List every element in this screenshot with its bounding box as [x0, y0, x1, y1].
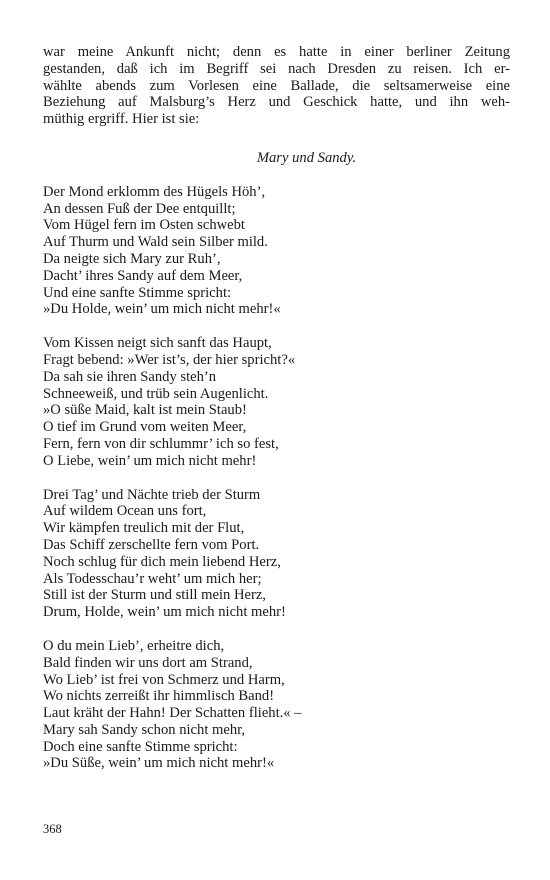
prose-line: gestanden, daß ich im Begriff sei nach Dresden zu reisen. Ich er- [43, 60, 510, 77]
verse-line: Mary sah Sandy schon nicht mehr, [43, 721, 246, 738]
verse-line: Fragt bebend: »Wer ist’s, der hier spricht?« [43, 351, 296, 368]
stanza-4 [43, 638, 510, 772]
verse-line: Bald finden wir uns dort am Strand, [43, 654, 253, 671]
verse-line: Dacht’ ihres Sandy auf dem Meer, [43, 267, 243, 284]
verse-line: O Liebe, wein’ um mich nicht mehr! [43, 452, 257, 469]
book-page [43, 44, 510, 772]
verse-line: Drei Tag’ und Nächte trieb der Sturm [43, 486, 261, 503]
verse-line: O tief im Grund vom weiten Meer, [43, 419, 247, 436]
verse-line: Da neigte sich Mary zur Ruh’, [43, 250, 221, 267]
verse-line: Wo Lieb’ ist frei von Schmerz und Harm, [43, 671, 285, 688]
verse-line: Fern, fern von dir schlummr’ ich so fest, [43, 435, 279, 452]
prose-line: wählte abends zum Vorlesen eine Ballade, die seltsamerweise eine [43, 77, 510, 94]
verse-line: Als Todesschau’r weht’ um mich her; [43, 570, 262, 587]
poem-title: Mary und Sandy. [256, 149, 357, 166]
verse-line: An dessen Fuß der Dee entquillt; [43, 200, 236, 217]
prose-line: müthig ergriff. Hier ist sie: [43, 111, 200, 128]
verse-line: Da sah sie ihren Sandy steh’n [43, 368, 217, 385]
verse-line: Wir kämpfen treulich mit der Flut, [43, 520, 245, 537]
verse-line: Auf wildem Ocean uns fort, [43, 503, 207, 520]
verse-line: »Du Süße, wein’ um mich nicht mehr!« [43, 755, 275, 772]
verse-line: Und eine sanfte Stimme spricht: [43, 284, 232, 301]
verse-line: Das Schiff zerschellte fern vom Port. [43, 536, 260, 553]
prose-line: war meine Ankunft nicht; denn es hatte in einer berliner Zeitung [43, 44, 510, 60]
verse-line: Doch eine sanfte Stimme spricht: [43, 738, 238, 755]
verse-line: Still ist der Sturm und still mein Herz, [43, 587, 266, 604]
stanza-3 [43, 487, 510, 621]
verse-line: Auf Thurm und Wald sein Silber mild. [43, 234, 268, 251]
prose-line: Beziehung auf Malsburg’s Herz und Geschick hatte, und ihn weh- [43, 94, 510, 111]
verse-line: »Du Holde, wein’ um mich nicht mehr!« [43, 301, 281, 318]
stanza-1 [43, 184, 510, 318]
verse-line: Noch schlug für dich mein liebend Herz, [43, 553, 281, 570]
verse-line: Der Mond erklomm des Hügels Höh’, [43, 183, 266, 200]
verse-line: Wo nichts zerreißt ihr himmlisch Band! [43, 688, 275, 705]
verse-line: Vom Kissen neigt sich sanft das Haupt, [43, 335, 272, 352]
prose-paragraph [43, 44, 510, 128]
page-number: 368 [43, 822, 62, 836]
verse-line: O du mein Lieb’, erheitre dich, [43, 637, 225, 654]
verse-line: Vom Hügel fern im Osten schwebt [43, 217, 245, 234]
stanza-2 [43, 335, 510, 469]
verse-line: Drum, Holde, wein’ um mich nicht mehr! [43, 604, 286, 621]
verse-line: Laut kräht der Hahn! Der Schatten flieht.« – [43, 705, 302, 722]
verse-line: Schneeweiß, und trüb sein Augenlicht. [43, 385, 269, 402]
verse-line: »O süße Maid, kalt ist mein Staub! [43, 402, 247, 419]
